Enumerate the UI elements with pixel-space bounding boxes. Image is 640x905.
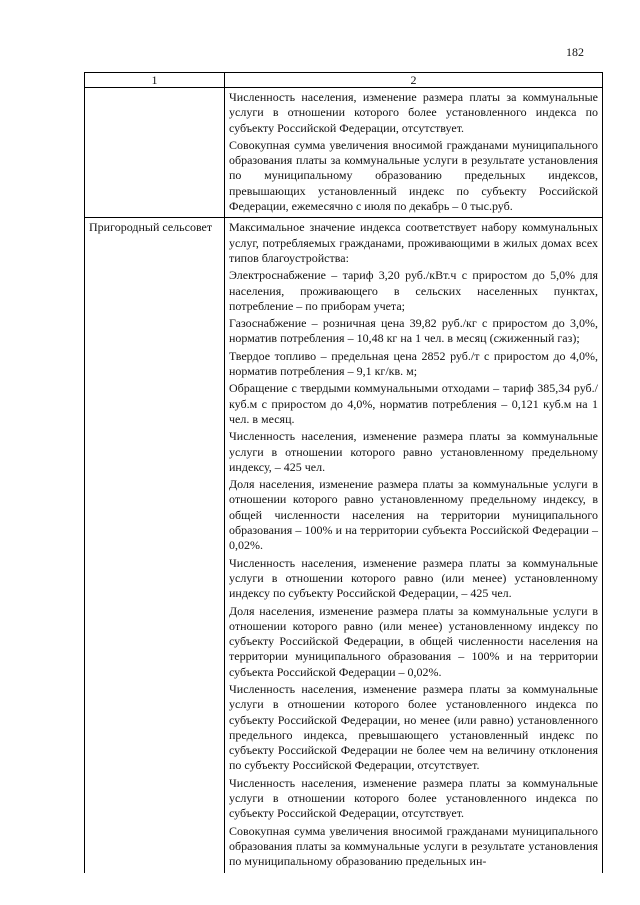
column-header-2: 2	[225, 73, 603, 88]
paragraph: Совокупная сумма увеличения вносимой гражданами муниципального образования платы за коммунальные услуги в результате установления по муниципальному образованию предельных ин-	[229, 823, 598, 869]
paragraph: Совокупная сумма увеличения вносимой гражданами муниципального образования платы за коммунальные услуги в результате установления по муниципальному образованию предельных индексов, превышающих установленный индекс по субъекту Российской Федерации, ежемесячно с июля по декабрь – 0 тыс.руб.	[229, 137, 598, 214]
table-row	[85, 218, 603, 873]
tariff-table	[84, 72, 603, 873]
table-header-row	[85, 73, 603, 88]
paragraph: Численность населения, изменение размера платы за коммунальные услуги в отношении которого более установленного индекса по субъекту Российской Федерации, но менее (или равно) установленного предельного индекса, превышающего установленный индекс по субъекту Российской Федерации не более чем на величину отклонения по субъекту Российской Федерации, отсутствует.	[229, 681, 598, 773]
row-content-cell	[225, 88, 603, 218]
paragraph: Численность населения, изменение размера платы за коммунальные услуги в отношении которого равно установленному предельному индексу, – 425 чел.	[229, 429, 598, 474]
row-label-cell	[85, 88, 225, 218]
paragraph: Численность населения, изменение размера платы за коммунальные услуги в отношении которого более установленного индекса по субъекту Российской Федерации, отсутствует.	[229, 775, 598, 821]
paragraph: Твердое топливо – предельная цена 2852 руб./т с приростом до 4,0%, норматив потребления – 9,1 кг/кв. м;	[229, 348, 598, 379]
paragraph: Максимальное значение индекса соответствует набору коммунальных услуг, потребляемых гражданами, проживающими в жилых домах всех типов благоустройства:	[229, 220, 598, 265]
paragraph: Обращение с твердыми коммунальными отходами – тариф 385,34 руб./куб.м с приростом до 4,0%, норматив потребления – 0,121 куб.м на 1 чел. в месяц.	[229, 381, 598, 426]
paragraph: Газоснабжение – розничная цена 39,82 руб./кг с приростом до 3,0%, норматив потребления – 10,48 кг на 1 чел. в месяц (сжиженный газ);	[229, 316, 598, 346]
page-number: 182	[566, 45, 584, 59]
row-label-cell	[85, 218, 225, 873]
paragraph: Доля населения, изменение размера платы за коммунальные услуги в отношении которого равно (или менее) установленному индексу по субъекту Российской Федерации, в общей численности населения на территории муниципального образования – 100% и на территории субъекта Российской Федерации – 0,02%.	[229, 603, 598, 679]
row-label: Пригородный сельсовет	[89, 220, 213, 235]
paragraph: Электроснабжение – тариф 3,20 руб./кВт.ч с приростом до 5,0% для населения, проживающего в сельских населенных пунктах, потребление – по приборам учета;	[229, 268, 598, 313]
paragraph: Численность населения, изменение размера платы за коммунальные услуги в отношении которого более установленного индекса по субъекту Российской Федерации, отсутствует.	[229, 90, 598, 135]
row-content-cell	[225, 218, 603, 873]
table-row	[85, 88, 603, 218]
paragraph: Численность населения, изменение размера платы за коммунальные услуги в отношении которого равно (или менее) установленному индексу по субъекту Российской Федерации, – 425 чел.	[229, 555, 598, 601]
column-header-1: 1	[85, 73, 225, 88]
paragraph: Доля населения, изменение размера платы за коммунальные услуги в отношении которого равно установленному предельному индексу, в общей численности населения на территории муниципального образования – 100% и на территории субъекта Российской Федерации – 0,02%.	[229, 477, 598, 553]
